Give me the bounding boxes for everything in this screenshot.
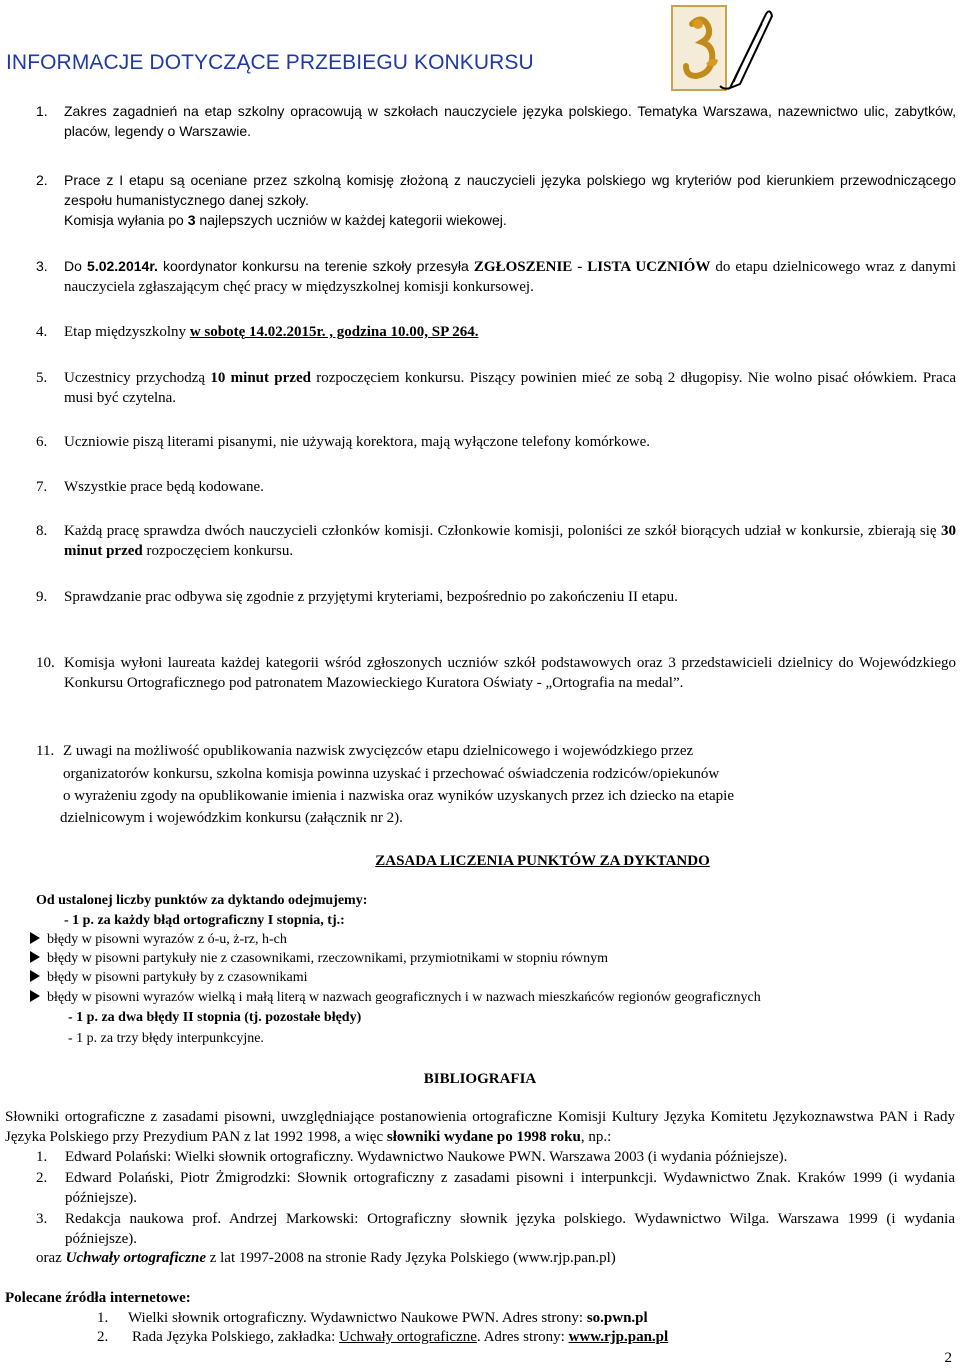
list-item: [36, 322, 956, 342]
scoring-rule: - 1 p. za trzy błędy interpunkcyjne.: [68, 1031, 264, 1046]
bib-entry: Edward Polański, Piotr Żmigrodzki: Słownik ortograficzny z zasadami pisowni i interpunkcji. Wydawnictwo Znak. Kraków 1999 (i wydania późniejsze).: [65, 1170, 955, 1206]
item-number: 2.: [36, 172, 48, 188]
scoring-rule: - 1 p. za dwa błędy II stopnia (tj. pozostałe błędy): [68, 1010, 362, 1025]
page-title: INFORMACJE DOTYCZĄCE PRZEBIEGU KONKURSU: [6, 51, 534, 74]
mermaid-quill-logo-icon: [670, 4, 774, 94]
item-line: dzielnicowym i wojewódzkim konkursu (załącznik nr 2).: [60, 810, 403, 826]
source-link[interactable]: so.pwn.pl: [586, 1310, 648, 1326]
scoring-intro: Od ustalonej liczby punktów za dyktando odejmujemy:: [36, 893, 368, 908]
list-item: [36, 101, 956, 141]
item-text: Prace z I etapu są oceniane przez szkolną komisję złożoną z nauczycieli języka polskiego wg kryteriów pod kierunkiem przewodniczącego zespołu humanistycznego danej szkoły.: [64, 172, 956, 208]
item-number: 7.: [36, 479, 48, 495]
list-item: [36, 432, 956, 452]
item-text: Uczniowie piszą literami pisanymi, nie używają korektora, mają wyłączone telefony komórkowe.: [64, 434, 651, 450]
triangle-bullet-icon: [30, 990, 40, 1002]
item-number: 1.: [36, 103, 48, 119]
bullet-item: błędy w pisowni wyrazów wielką i małą literą w nazwach geograficznych i w nazwach mieszkańców regionów geograficznych: [30, 988, 761, 1008]
list-item: [36, 587, 956, 607]
item-number: 4.: [36, 324, 48, 340]
item-number: 9.: [36, 589, 48, 605]
item-text: Każdą pracę sprawdza dwóch nauczycieli członków komisji. Członkowie komisji, poloniści ze szkół biorących udział w konkursie, zbierają się 30 minut przed rozpoczęciem konkursu.: [64, 523, 956, 559]
list-item-number: 11.: [36, 743, 55, 759]
list-item: [36, 521, 956, 561]
sources-title: Polecane źródła internetowe:: [5, 1290, 191, 1306]
source-item: Wielki słownik ortograficzny. Wydawnictwo Naukowe PWN. Adres strony: so.pwn.pl: [128, 1310, 648, 1326]
bibliography-intro: Słowniki ortograficzne z zasadami pisowni, uwzględniające postanowienia ortograficzne Komisji Kultury Języka Komitetu Językoznawstwa PAN i Rady Języka Polskiego przy Prezydium PAN z lat 1992 1998, a więc słowniki wydane po 1998 roku, np.:: [5, 1109, 955, 1145]
list-item: [36, 653, 956, 693]
list-item: [36, 170, 956, 230]
bullet-item: błędy w pisowni wyrazów z ó-u, ż-rz, h-ch: [30, 930, 287, 950]
scoring-rule: - 1 p. za każdy błąd ortograficzny I stopnia, tj.:: [64, 913, 345, 928]
item-text-continued: Komisja wyłania po 3 najlepszych uczniów w każdej kategorii wiekowej.: [64, 212, 507, 228]
source-item: Rada Języka Polskiego, zakładka: Uchwały ortograficzne. Adres strony: www.rjp.pan.pl: [132, 1329, 669, 1345]
bullet-item: błędy w pisowni partykuły nie z czasownikami, rzeczownikami, przymiotnikami w stopniu równym: [30, 949, 608, 969]
item-text: Etap międzyszkolny w sobotę 14.02.2015r. , godzina 10.00, SP 264.: [64, 324, 479, 340]
bib-entry: Edward Polański: Wielki słownik ortograficzny. Wydawnictwo Naukowe PWN. Warszawa 2003 (i wydania późniejsze).: [65, 1149, 788, 1165]
item-line: Z uwagi na możliwość opublikowania nazwisk zwycięzców etapu dzielnicowego i wojewódzkiego przez: [63, 743, 694, 759]
list-item: [36, 256, 956, 297]
bibliography-title: BIBLIOGRAFIA: [423, 1071, 537, 1087]
bullet-item: błędy w pisowni partykuły by z czasownikami: [30, 968, 308, 988]
list-item: [36, 477, 956, 497]
item-text: Sprawdzanie prac odbywa się zgodnie z przyjętymi kryteriami, bezpośrednio po zakończeniu II etapu.: [64, 589, 678, 605]
item-line: o wyrażeniu zgody na opublikowanie imienia i nazwiska oraz wyników uzyskanych przez ich dziecko na etapie: [63, 788, 735, 804]
item-number: 5.: [36, 370, 48, 386]
list-item: [36, 368, 956, 408]
scoring-title: ZASADA LICZENIA PUNKTÓW ZA DYKTANDO: [375, 853, 710, 869]
source-number: 2.: [97, 1329, 109, 1345]
item-text: Do 5.02.2014r. koordynator konkursu na terenie szkoły przesyła ZGŁOSZENIE - LISTA UCZNIÓW do etapu dzielnicowego wraz z danymi nauczyciela zgłaszającym chęć pracy w międzyszkolnej komisji konkursowej.: [64, 258, 956, 295]
page-number: 2: [944, 1350, 952, 1366]
item-text: Zakres zagadnień na etap szkolny opracowują w szkołach nauczyciele języka polskiego. Tematyka Warszawa, nazewnictwo ulic, zabytków, placów, legendy o Warszawie.: [64, 103, 956, 139]
bib-entry: Redakcja naukowa prof. Andrzej Markowski: Ortograficzny słownik języka polskiego. Wydawnictwo Wilga. Warszawa 1999 (i wydania późniejsze).: [65, 1211, 955, 1247]
bib-number: 2.: [36, 1170, 48, 1186]
source-link[interactable]: www.rjp.pan.pl: [568, 1329, 669, 1345]
source-link[interactable]: Uchwały ortograficzne: [339, 1329, 477, 1345]
triangle-bullet-icon: [30, 932, 40, 944]
item-text: Komisja wyłoni laureata każdej kategorii wśród zgłoszonych uczniów szkół podstawowych oraz 3 przedstawicieli dzielnicy do Wojewódzkiego Konkursu Ortograficznego pod patronatem Mazowieckiego Kuratora Oświaty - „Ortografia na medal”.: [64, 655, 956, 691]
triangle-bullet-icon: [30, 951, 40, 963]
item-line: organizatorów konkursu, szkolna komisja powinna uzyskać i przechować oświadczenia rodziców/opiekunów: [63, 766, 720, 782]
triangle-bullet-icon: [30, 970, 40, 982]
source-number: 1.: [97, 1310, 109, 1326]
item-number: 3.: [36, 258, 48, 274]
bib-number: 1.: [36, 1149, 48, 1165]
bib-extra: oraz Uchwały ortograficzne z lat 1997-2008 na stronie Rady Języka Polskiego (www.rjp.pan.pl): [36, 1250, 616, 1266]
item-number: 6.: [36, 434, 48, 450]
item-text: Wszystkie prace będą kodowane.: [64, 479, 264, 495]
item-number: 10.: [36, 655, 55, 671]
bib-number: 3.: [36, 1211, 48, 1227]
item-text: Uczestnicy przychodzą 10 minut przed rozpoczęciem konkursu. Piszący powinien mieć ze sobą 2 długopisy. Nie wolno pisać ołówkiem. Praca musi być czytelna.: [64, 370, 957, 406]
item-number: 8.: [36, 523, 48, 539]
